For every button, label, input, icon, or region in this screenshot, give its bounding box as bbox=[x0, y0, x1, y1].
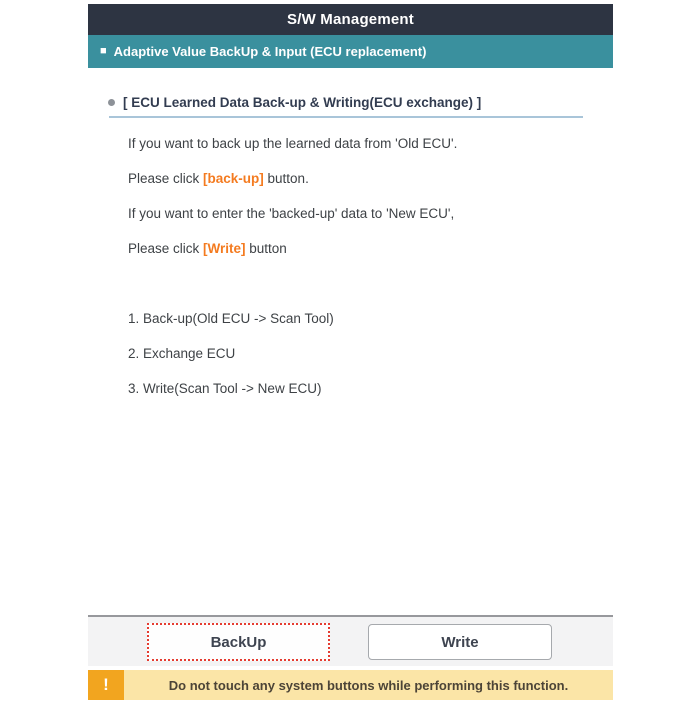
instruction-line bbox=[128, 205, 454, 222]
backup-button[interactable]: BackUp bbox=[147, 623, 330, 661]
dot-bullet-icon bbox=[108, 99, 115, 106]
instruction-text: Please click bbox=[128, 171, 204, 186]
square-bullet-icon: ■ bbox=[100, 45, 107, 57]
section-title: [ ECU Learned Data Back-up & Writing(ECU exchange) ] bbox=[123, 95, 482, 110]
write-button-ref: [Write] bbox=[203, 241, 246, 256]
function-name-label: Adaptive Value BackUp & Input (ECU replacement) bbox=[113, 44, 427, 59]
instruction-text: If you want to enter the 'backed-up' data to 'New ECU', bbox=[128, 206, 455, 221]
write-button[interactable]: Write bbox=[368, 624, 552, 660]
instruction-line bbox=[128, 135, 457, 152]
exclamation-icon: ! bbox=[88, 670, 124, 700]
section-title-row bbox=[108, 95, 481, 110]
subheader-bar bbox=[88, 35, 613, 68]
instruction-text: button. bbox=[263, 171, 309, 186]
title-bar bbox=[88, 4, 613, 35]
section-underline bbox=[109, 116, 583, 118]
page-title: S/W Management bbox=[287, 11, 414, 28]
instruction-line bbox=[128, 240, 287, 257]
instruction-text: Please click bbox=[128, 241, 204, 256]
step-item: 2. Exchange ECU bbox=[128, 346, 236, 361]
instruction-text: If you want to back up the learned data from 'Old ECU'. bbox=[128, 136, 458, 151]
instruction-line bbox=[128, 170, 309, 187]
warning-bar bbox=[88, 670, 613, 700]
step-item: 3. Write(Scan Tool -> New ECU) bbox=[128, 381, 322, 396]
backup-button-ref: [back-up] bbox=[203, 171, 264, 186]
warning-message: Do not touch any system buttons while performing this function. bbox=[124, 670, 613, 700]
step-item: 1. Back-up(Old ECU -> Scan Tool) bbox=[128, 311, 334, 326]
instruction-text: button bbox=[245, 241, 287, 256]
